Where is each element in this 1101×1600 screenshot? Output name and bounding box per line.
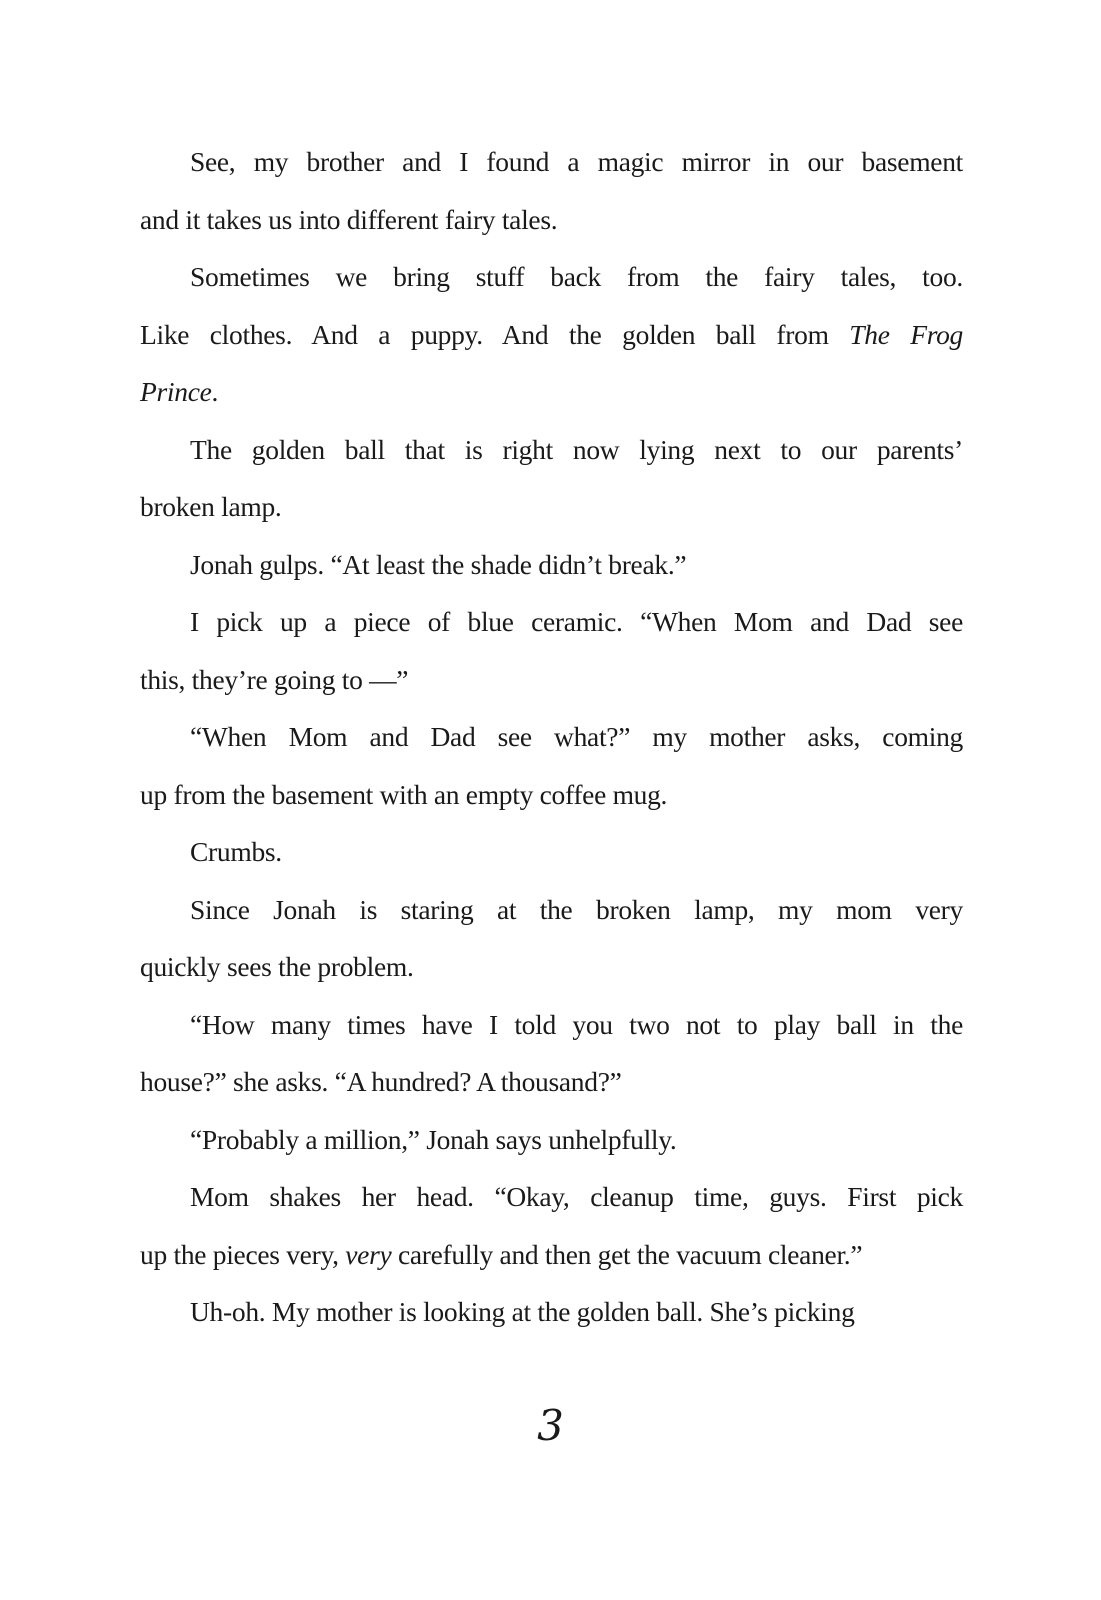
- text-run: .: [211, 376, 219, 407]
- text-line-9: [140, 593, 963, 651]
- line-runs: [190, 606, 963, 637]
- line-runs: [190, 1296, 855, 1327]
- line-runs: [190, 549, 686, 580]
- text-line-4: [140, 306, 963, 364]
- line-runs: [190, 434, 963, 465]
- text-run: quickly sees the problem.: [140, 951, 414, 982]
- text-line-12: [140, 766, 963, 824]
- text-line-17: [140, 1053, 963, 1111]
- line-runs: [140, 664, 408, 695]
- line-runs: [140, 491, 282, 522]
- text-line-18: [140, 1111, 963, 1169]
- line-runs: [190, 1124, 677, 1155]
- italic-text-run: The Frog: [849, 318, 963, 350]
- line-runs: [190, 1181, 963, 1212]
- text-line-10: [140, 651, 963, 709]
- page-number: 3: [537, 1401, 564, 1450]
- text-run: Mom shakes her head. “Okay, cleanup time, guys. First pick: [190, 1181, 963, 1212]
- line-runs: [140, 1066, 622, 1097]
- text-run: up from the basement with an empty coffee mug.: [140, 778, 668, 810]
- italic-text-run: very: [345, 1238, 392, 1270]
- text-line-2: [140, 191, 963, 249]
- text-line-19: [140, 1168, 963, 1226]
- line-runs: [190, 146, 963, 177]
- text-line-7: [140, 478, 963, 536]
- line-runs: [190, 894, 963, 925]
- text-line-15: [140, 938, 963, 996]
- text-line-11: [140, 708, 963, 766]
- text-run: “How many times have I told you two not to play ball in the: [190, 1008, 963, 1040]
- line-runs: [190, 261, 963, 292]
- text-line-13: [140, 823, 963, 881]
- text-run: this, they’re going to —”: [140, 663, 409, 695]
- text-run: Jonah gulps. “At least the shade didn’t break.”: [190, 548, 687, 580]
- line-runs: [140, 951, 414, 982]
- line-runs: [190, 721, 963, 752]
- text-line-1: [140, 133, 963, 191]
- text-run: and it takes us into different fairy tales.: [140, 203, 558, 235]
- text-line-14: [140, 881, 963, 939]
- text-line-5: [140, 363, 963, 421]
- line-runs: [140, 1239, 862, 1270]
- text-line-16: [140, 996, 963, 1054]
- text-line-3: [140, 248, 963, 306]
- text-run: Like clothes. And a puppy. And the golden ball from: [140, 318, 850, 350]
- text-line-6: [140, 421, 963, 479]
- text-run: “When Mom and Dad see what?” my mother asks, coming: [190, 721, 963, 752]
- line-runs: [140, 779, 667, 810]
- text-run: broken lamp.: [140, 491, 282, 522]
- text-run: The golden ball that is right now lying next to our parents’: [190, 433, 963, 465]
- text-run: “Probably a million,” Jonah says unhelpfully.: [190, 1123, 677, 1155]
- page-body-text: [140, 133, 963, 1341]
- line-runs: [140, 376, 218, 407]
- line-runs: [190, 836, 282, 867]
- text-run: Uh-oh. My mother is looking at the golden ball. She’s picking: [190, 1296, 855, 1327]
- text-run: carefully and then get the vacuum cleaner.”: [391, 1238, 863, 1270]
- line-runs: [140, 319, 963, 350]
- text-run: I pick up a piece of blue ceramic. “When Mom and Dad see: [190, 606, 963, 637]
- text-line-8: [140, 536, 963, 594]
- text-line-20: [140, 1226, 963, 1284]
- text-line-21: [140, 1283, 963, 1341]
- text-run: See, my brother and I found a magic mirror in our basement: [190, 146, 963, 177]
- text-run: Crumbs.: [190, 836, 282, 867]
- line-runs: [190, 1009, 963, 1040]
- text-run: Sometimes we bring stuff back from the fairy tales, too.: [190, 261, 963, 292]
- line-runs: [140, 204, 557, 235]
- italic-text-run: Prince: [140, 376, 212, 407]
- text-run: house?” she asks. “A hundred? A thousand?”: [140, 1066, 622, 1097]
- text-run: up the pieces very,: [140, 1238, 346, 1270]
- text-run: Since Jonah is staring at the broken lamp, my mom very: [190, 893, 963, 925]
